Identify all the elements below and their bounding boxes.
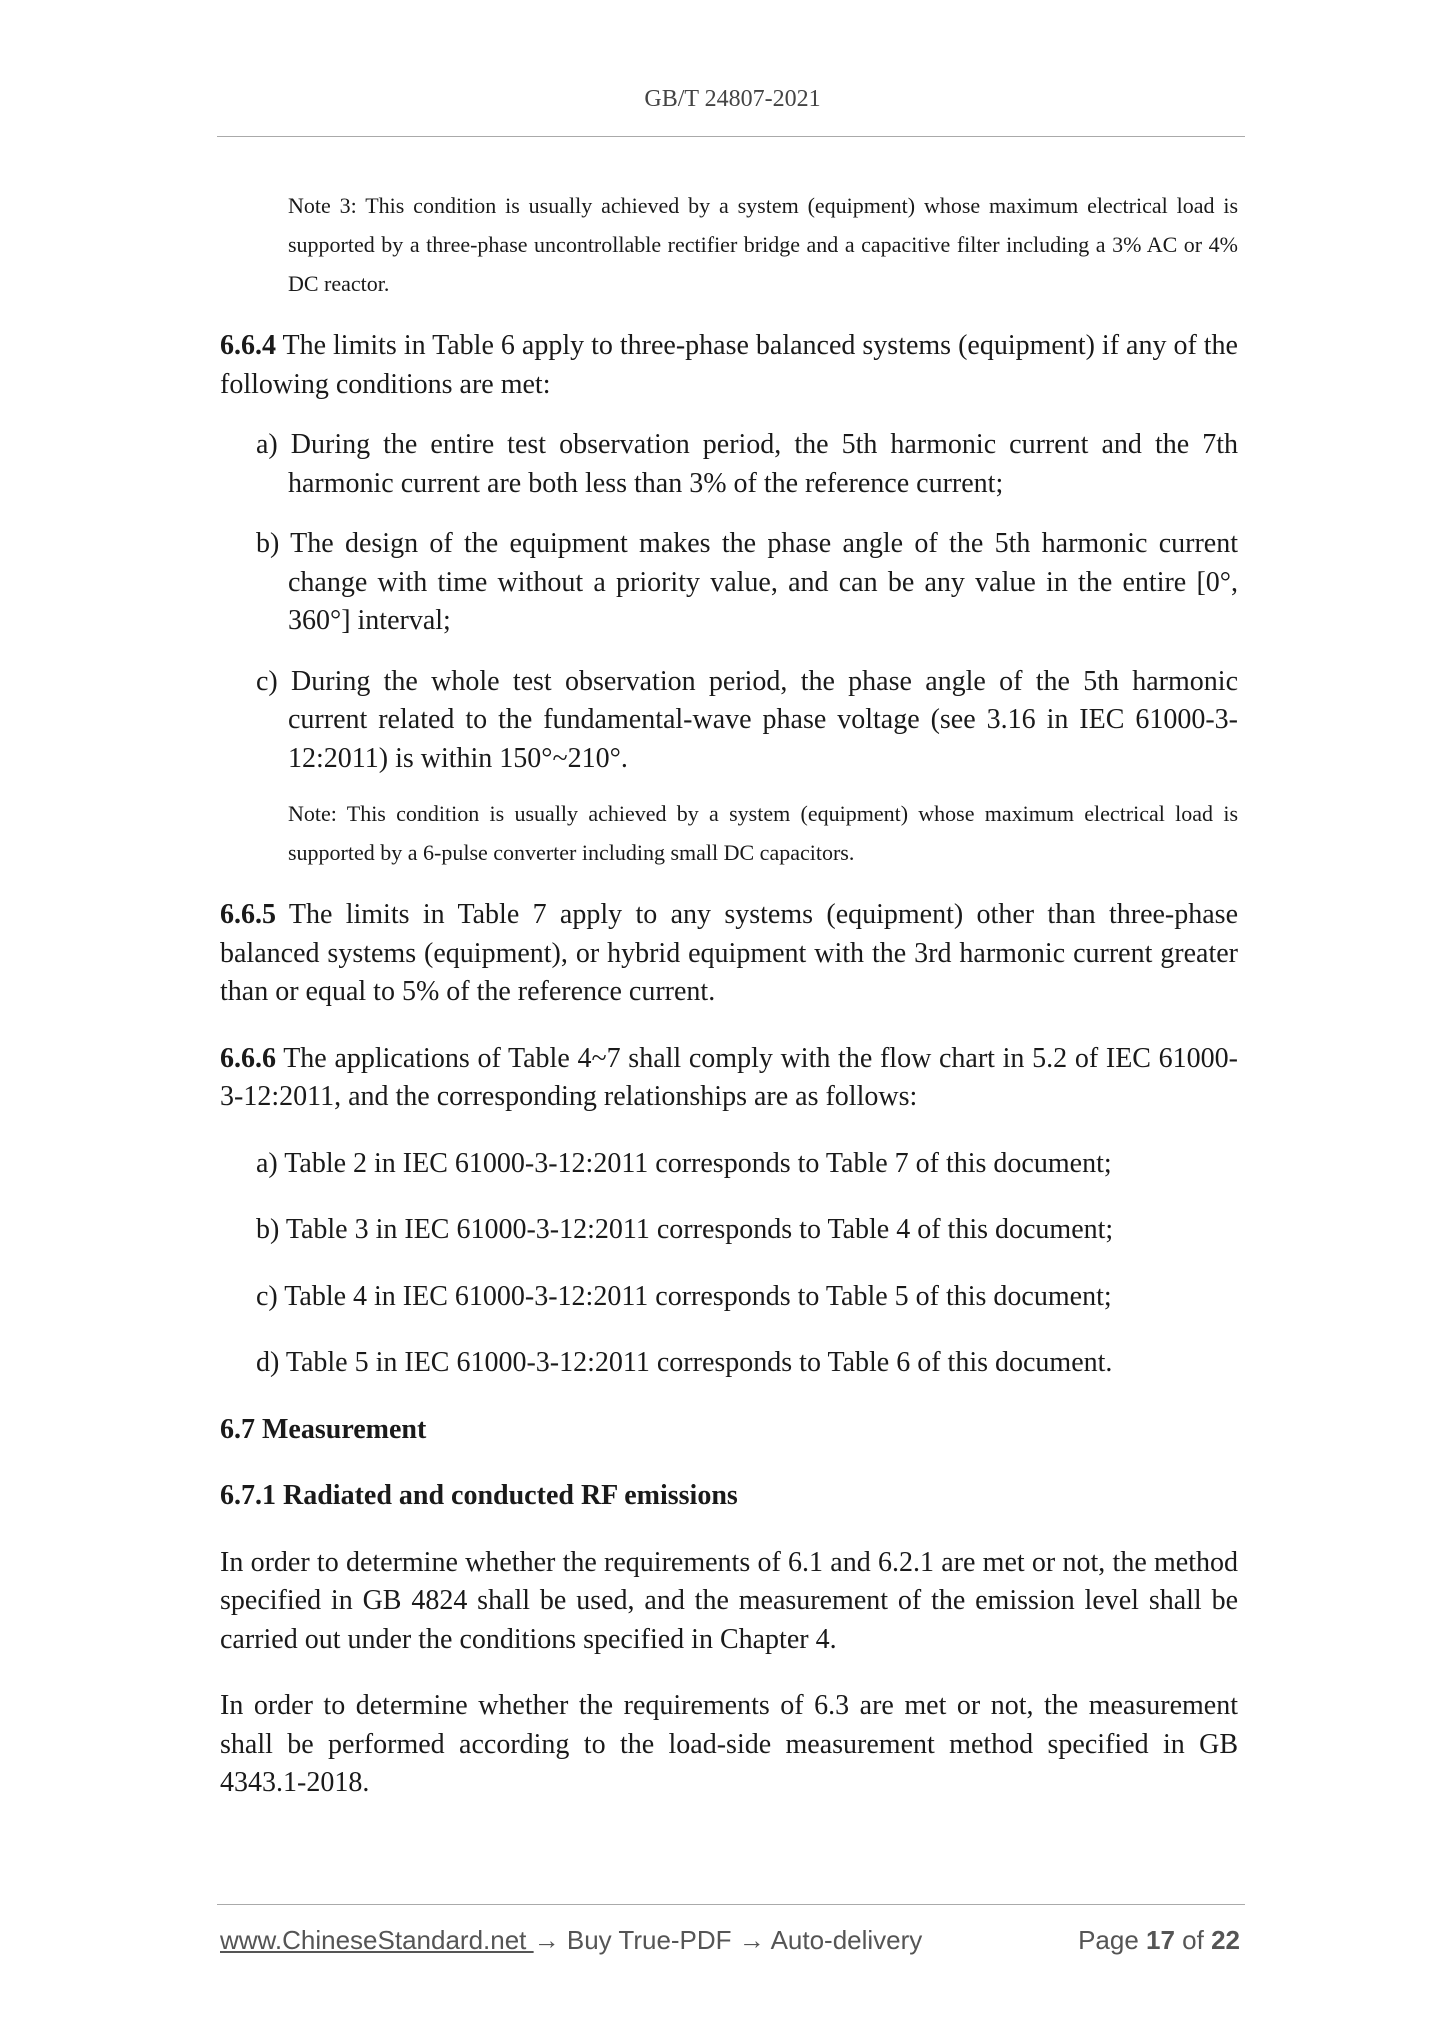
arrow-right-icon: → bbox=[533, 1925, 560, 1955]
page-current: 17 bbox=[1146, 1925, 1175, 1955]
clause-6-6-5 bbox=[220, 896, 1238, 1012]
clause-text: The applications of Table 4~7 shall comply with the flow chart in 5.2 of IEC 61000-3-12:2011, and the corresponding relationships are as follows: bbox=[220, 1042, 1238, 1112]
paragraph: In order to determine whether the requirements of 6.3 are met or not, the measurement shall be performed according to the load-side measurement method specified in GB 4343.1-2018. bbox=[220, 1690, 1238, 1798]
section-heading-6-7-1: 6.7.1 Radiated and conducted RF emissions bbox=[220, 1480, 738, 1511]
list-item: c) Table 4 in IEC 61000-3-12:2011 corresponds to Table 5 of this document; bbox=[256, 1280, 1112, 1312]
list-item: b) The design of the equipment makes the phase angle of the 5th harmonic current change with time without a priority value, and can be any value in the entire [0°, 360°] interval; bbox=[256, 528, 1238, 636]
list-item: b) Table 3 in IEC 61000-3-12:2011 corresponds to Table 4 of this document; bbox=[256, 1214, 1114, 1245]
list-item: d) Table 5 in IEC 61000-3-12:2011 corresponds to Table 6 of this document. bbox=[256, 1347, 1113, 1378]
clause-6-6-6 bbox=[220, 1040, 1238, 1117]
clause-text: The limits in Table 6 apply to three-phase balanced systems (equipment) if any of the following conditions are met: bbox=[220, 330, 1238, 400]
page-number bbox=[1078, 1925, 1240, 1956]
list-item: a) During the entire test observation period, the 5th harmonic current and the 7th harmonic current are both less than 3% of the reference current; bbox=[256, 429, 1238, 499]
page-of: of bbox=[1174, 1925, 1212, 1955]
footer-divider bbox=[217, 1904, 1245, 1905]
arrow-right-icon: → bbox=[738, 1925, 765, 1955]
clause-6-6-4 bbox=[220, 327, 1238, 404]
clause-number: 6.6.4 bbox=[220, 330, 276, 361]
paragraph: In order to determine whether the requirements of 6.1 and 6.2.1 are met or not, the method specified in GB 4824 shall be used, and the measurement of the emission level shall be carried out under the conditions specified in Chapter 4. bbox=[220, 1546, 1238, 1655]
note-6-6-4: Note: This condition is usually achieved by a system (equipment) whose maximum electrical load is supported by a 6-pulse converter including small DC capacitors. bbox=[288, 801, 1238, 865]
website-link[interactable]: www.ChineseStandard.net bbox=[220, 1925, 534, 1955]
page-total: 22 bbox=[1211, 1925, 1240, 1955]
section-heading-6-7: 6.7 Measurement bbox=[220, 1413, 427, 1445]
note-3: Note 3: This condition is usually achieved by a system (equipment) whose maximum electrical load is supported by a three-phase uncontrollable rectifier bridge and a capacitive filter including a 3% AC or 4% DC reactor. bbox=[288, 193, 1238, 296]
header-divider bbox=[217, 136, 1245, 137]
footer-delivery-text: Auto-delivery bbox=[764, 1925, 923, 1955]
page-label: Page bbox=[1078, 1925, 1147, 1955]
footer-buy-text: Buy True-PDF bbox=[559, 1925, 739, 1955]
clause-number: 6.6.6 bbox=[220, 1042, 276, 1074]
clause-text: The limits in Table 7 apply to any systems (equipment) other than three-phase balanced systems (equipment), or hybrid equipment with the 3rd harmonic current greater than or equal to 5% of the reference current. bbox=[220, 899, 1238, 1007]
list-item: c) During the whole test observation period, the phase angle of the 5th harmonic current related to the fundamental-wave phase voltage (see 3.16 in IEC 61000-3-12:2011) is within 150°~210°. bbox=[256, 665, 1238, 774]
clause-number: 6.6.5 bbox=[220, 899, 276, 930]
list-item: a) Table 2 in IEC 61000-3-12:2011 corresponds to Table 7 of this document; bbox=[256, 1147, 1112, 1179]
page-body bbox=[220, 186, 1238, 1803]
footer-promo bbox=[220, 1925, 922, 1956]
page-header: GB/T 24807-2021 bbox=[644, 86, 821, 112]
